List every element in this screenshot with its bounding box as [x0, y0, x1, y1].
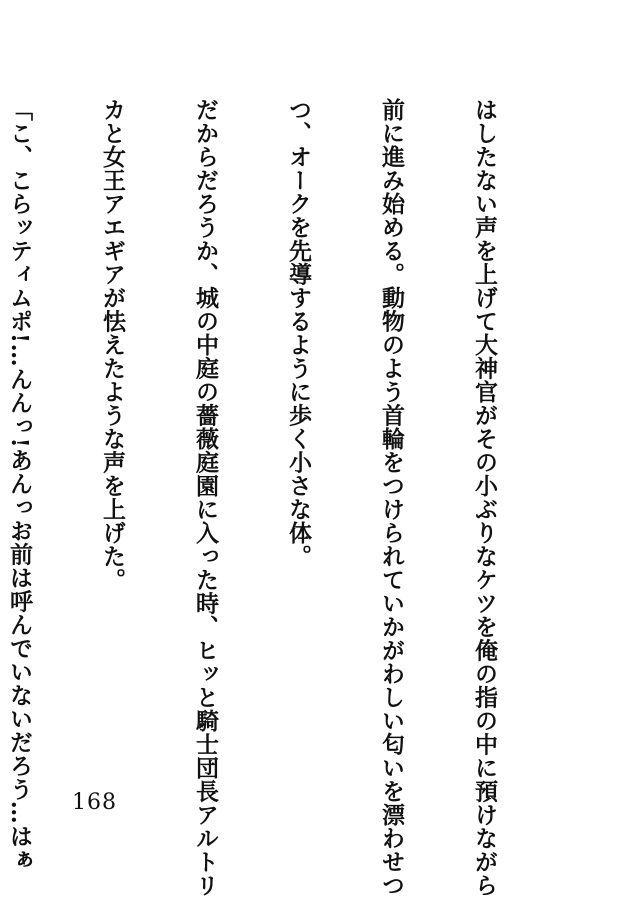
text-line: 「こ、こらッティムポ!…んんっ!あんっお前は呼んでいないだろう…はぁ	[6, 98, 33, 872]
text-line: カと女王アエギアが怯えたような声を上げた。	[99, 98, 126, 592]
text-line: だからだろうか、城の中庭の薔薇庭園に入った時、ヒッと騎士団長アルトリ	[192, 98, 219, 897]
text-line: つ、オークを先導するように歩く小さな体。	[285, 98, 312, 568]
text-line: 前に進み始める。動物のよう首輪をつけられていかがわしい匂いを漂わせつ	[378, 98, 405, 897]
text-line: はしたない声を上げて大神官がその小ぶりなケツを俺の指の中に預けながら	[471, 98, 498, 897]
page-number: 168	[72, 790, 117, 815]
